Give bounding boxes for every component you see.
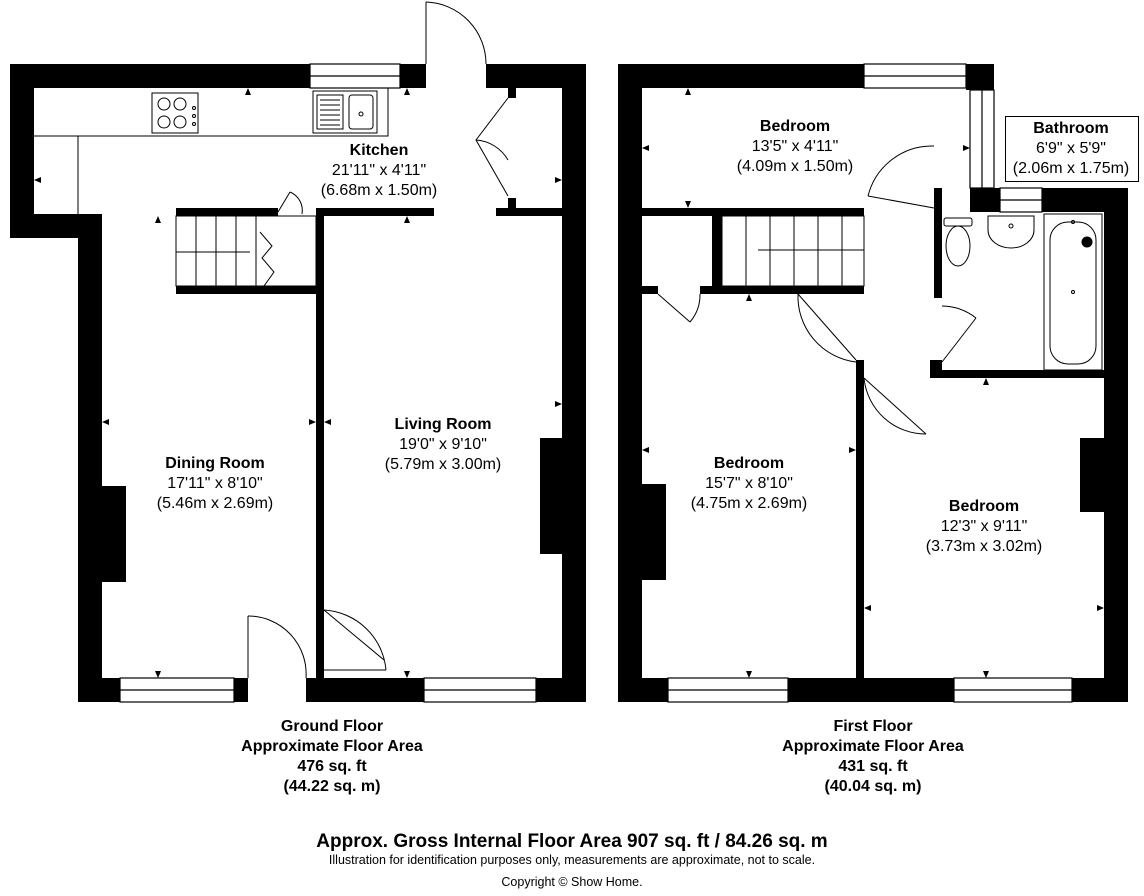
room-size-metric: (5.79m x 3.00m) [384,456,502,473]
cupboard-door-icon [476,98,508,196]
room-size-imperial: 13'5" x 4'11" [751,138,839,155]
living-room-door-icon [324,610,386,670]
front-door-icon [248,616,306,678]
room-size-imperial: 12'3" x 9'11" [940,518,1028,535]
floor-area-sqm: (40.04 sq. m) [824,778,922,795]
room-size-metric: (5.46m x 2.69m) [156,495,274,512]
room-size-metric: (4.75m x 2.69m) [690,495,808,512]
kitchen-sink-icon [313,91,377,133]
first-floor-area [782,717,964,797]
room-size-metric: (2.06m x 1.75m) [1012,160,1130,177]
room-name: Kitchen [349,142,409,159]
bedroom-left-door-icon [798,294,856,362]
floor-area-sqm: (44.22 sq. m) [283,778,381,795]
room-name: Bedroom [713,455,785,472]
room-size-imperial: 15'7" x 8'10" [705,475,793,492]
toilet-icon [944,218,972,266]
room-name: Dining Room [165,455,265,472]
bedroom-left-label [691,454,807,514]
floor-name: First Floor [833,718,913,735]
ground-floor-stairs [176,216,324,294]
room-name: Bedroom [759,118,831,135]
floor-name: Ground Floor [280,718,384,735]
bath-icon [1044,214,1102,370]
room-size-imperial: 6'9" x 5'9" [1036,140,1106,157]
room-name: Bedroom [948,498,1020,515]
room-name: Bathroom [1033,120,1109,137]
ground-floor-area [241,717,423,797]
ground-floor-outer-walls [10,64,586,702]
gross-floor-area: Approx. Gross Internal Floor Area 907 sq. ft / 84.26 sq. m [316,831,828,852]
bedroom-right-door-icon [864,378,926,434]
bedroom-top-label [737,117,853,177]
disclaimer-text: Illustration for identification purposes only, measurements are approximate, not to scale. [328,853,816,867]
room-name: Living Room [394,416,492,433]
floor-area-sqft: 476 sq. ft [297,758,367,775]
hob-icon [152,93,198,133]
first-floor-internal-walls [642,188,1104,678]
room-size-metric: (6.68m x 1.50m) [320,182,438,199]
dining-room-label [157,454,273,514]
copyright-text: Copyright © Show Home. [501,875,643,889]
kitchen-label [321,141,437,201]
room-size-metric: (3.73m x 3.02m) [925,538,1043,555]
cupboard-door-icon [658,294,700,322]
understair-door-icon [278,192,302,214]
ground-floor-doors [248,2,508,678]
bathroom-fixtures [944,214,1102,370]
basin-icon [988,216,1034,248]
room-size-imperial: 19'0" x 9'10" [399,436,487,453]
bathroom-door-icon [942,306,976,362]
first-floor-stairs [722,216,864,286]
living-room-label [385,415,501,475]
floor-area-caption: Approximate Floor Area [782,738,964,755]
room-size-imperial: 21'11" x 4'11" [331,162,427,179]
room-size-metric: (4.09m x 1.50m) [736,158,854,175]
bedroom-right-label [926,497,1042,557]
landing-door-icon [868,146,934,208]
ground-floor-plan [10,2,586,702]
floor-area-caption: Approximate Floor Area [241,738,423,755]
floor-area-sqft: 431 sq. ft [838,758,908,775]
bathroom-label [1013,119,1129,179]
back-door-icon [426,2,486,64]
room-size-imperial: 17'11" x 8'10" [167,475,263,492]
